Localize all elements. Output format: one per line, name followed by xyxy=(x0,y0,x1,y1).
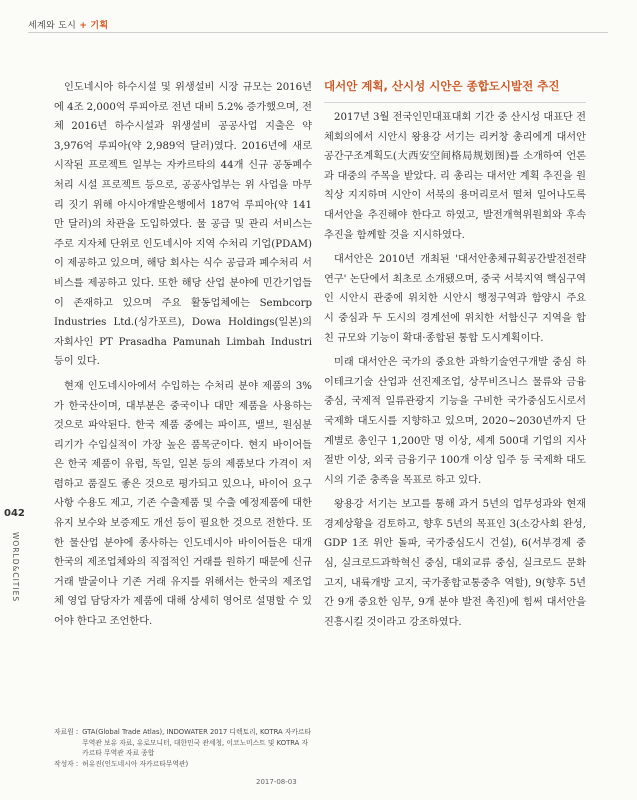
sources-block xyxy=(54,727,312,769)
right-paragraph-2: 대서안은 2010년 개최된 '대서안총체규획공간발전전략연구' 논단에서 최초로 소개됐으며, 중국 서북지역 핵심구역인 시안시 관중에 위치한 시안시 행정구역과 함양시 주요 시 중심과 두 도시의 경계선에 위치한 서함신구 지역을 합친 규모와 기능이 확대·종합된 통합 도시계획이다. xyxy=(324,254,586,344)
publish-date: 2017-08-03 xyxy=(256,778,297,786)
page-number: 042 xyxy=(4,508,25,519)
right-section-title: 대서안 계획, 산시성 시안은 종합도시발전 추진 xyxy=(324,78,586,103)
left-column xyxy=(54,78,312,637)
sources-text: GTA(Global Trade Atlas), INDOWATER 2017 디렉토리, KOTRA 자카르타 무역관 보유 자료, 유로모니터, 대한민국 관세청, 이코노미스트 및 KOTRA 자카르타 무역관 자료 종합 xyxy=(82,728,312,757)
left-paragraph-1: 인도네시아 하수시설 및 위생설비 시장 규모는 2016년에 4조 2,000억 루피아로 전년 대비 5.2% 증가했으며, 전체 2016년 하수시설과 위생설비 공공사업 지출은 약 3,976억 루피아(약 2,989억 달러)였다. 2016년에 새로 시작된 프로젝트 일부는 자카르타의 44개 신규 공동폐수처리 시설 프로젝트 등으로, 공공사업부는 위 사업을 마무리 짓기 위해 아시아개발은행에서 187억 루피아(약 141만 달러)의 차관을 도입하였다. 물 공급 및 관리 서비스는 주로 지자체 단위로 인도네시아 지역 수처리 기업(PDAM)이 제공하고 있으며, 해당 회사는 식수 공급과 폐수처리 서비스를 제공하고 있다. 또한 해당 산업 분야에 민간기업들이 존재하고 있으며 주요 활동업체에는 Sembcorp Industries Ltd.(싱가포르), Dowa Holdings(일본)의 자회사인 PT Prasadha Pamunah Limbah Industri 등이 있다. xyxy=(54,82,312,368)
right-paragraph-3: 미래 대서안은 국가의 중요한 과학기술연구개발 중심 하이테크기술 산업과 선진제조업, 상무비즈니스 물류와 금융 중심, 국제적 일류관광지 기능을 구비한 국가중심도시로서 국제화 대도시를 지향하고 있으며, 2020~2030년까지 단계별로 총인구 1,200만 명 이상, 세계 500대 기업의 지사 절반 이상, 외국 금융기구 100개 이상 입주 등 국제화 대도시의 기준 충족을 목표로 하고 있다. xyxy=(324,357,586,486)
header-section: 세계와 도시 xyxy=(28,21,77,31)
section-header xyxy=(28,18,108,31)
right-paragraph-4: 왕용강 서기는 보고를 통해 과거 5년의 업무성과와 현재 경제상황을 검토하고, 향후 5년의 목표인 3(소강사회 완성, GDP 1조 위안 돌파, 국가중심도시 건설), 6(서부경제 중심, 실크로드과학혁신 중심, 대외교류 중심, 실크로드 문화고지, 내륙개방 고지, 국가종합교통중추 역할), 9(향후 5년간 9개 중요한 임무, 9개 분야 발전 촉진)에 힘써 대서안을 진흥시킬 것이라고 강조하였다. xyxy=(324,499,586,628)
right-paragraph-1: 2017년 3월 전국인민대표대회 기간 중 산시성 대표단 전체회의에서 시안시 왕용강 서기는 리커창 총리에게 대서안공간구조계획도(大西安空间格局规划图)를 소개하여 언론과 대중의 주목을 받았다. 리 총리는 대서안 계획 추진을 원칙상 지지하며 시안이 서북의 용머리로서 떨쳐 일어나도록 대서안을 추진해야 한다고 하였고, 발전개혁위원회와 후속 추진을 함께할 것을 지시하였다. xyxy=(324,112,586,241)
author-text: 허유진(인도네시아 자카르타무역관) xyxy=(82,759,189,768)
author-label: 작성자 : xyxy=(54,759,79,768)
brand-side-label: WORLD&CITIES xyxy=(11,532,20,603)
left-paragraph-2: 현재 인도네시아에서 수입하는 수처리 분야 제품의 3%가 한국산이며, 대부분은 중국이나 대만 제품을 사용하는 것으로 파악된다. 한국 제품 중에는 파이프, 밸브, 원심분리기가 수입실적이 가장 높은 품목군이다. 현지 바이어들은 한국 제품이 유럽, 독일, 일본 등의 제품보다 가격이 저렴하고 품질도 좋은 것으로 평가되고 있으나, 바이어 요구사항 수용도 제고, 기존 수출제품 및 수출 예정제품에 대한 유지 보수와 보증제도 개선 등이 필요한 것으로 전한다. 또한 물산업 분야에 종사하는 인도네시아 바이어들은 대개 한국의 제조업체와의 직접적인 거래를 원하기 때문에 신규 거래 발굴이나 기존 거래 유지를 위해서는 한국의 제조업체 영업 담당자가 제품에 대해 상세히 영어로 설명할 수 있어야 한다고 조언한다. xyxy=(54,380,312,628)
header-plus: + xyxy=(79,21,88,31)
right-column xyxy=(324,108,586,637)
sources-label: 자료원 : xyxy=(54,728,79,736)
header-tag: 기획 xyxy=(90,21,109,31)
header-divider xyxy=(28,32,608,33)
